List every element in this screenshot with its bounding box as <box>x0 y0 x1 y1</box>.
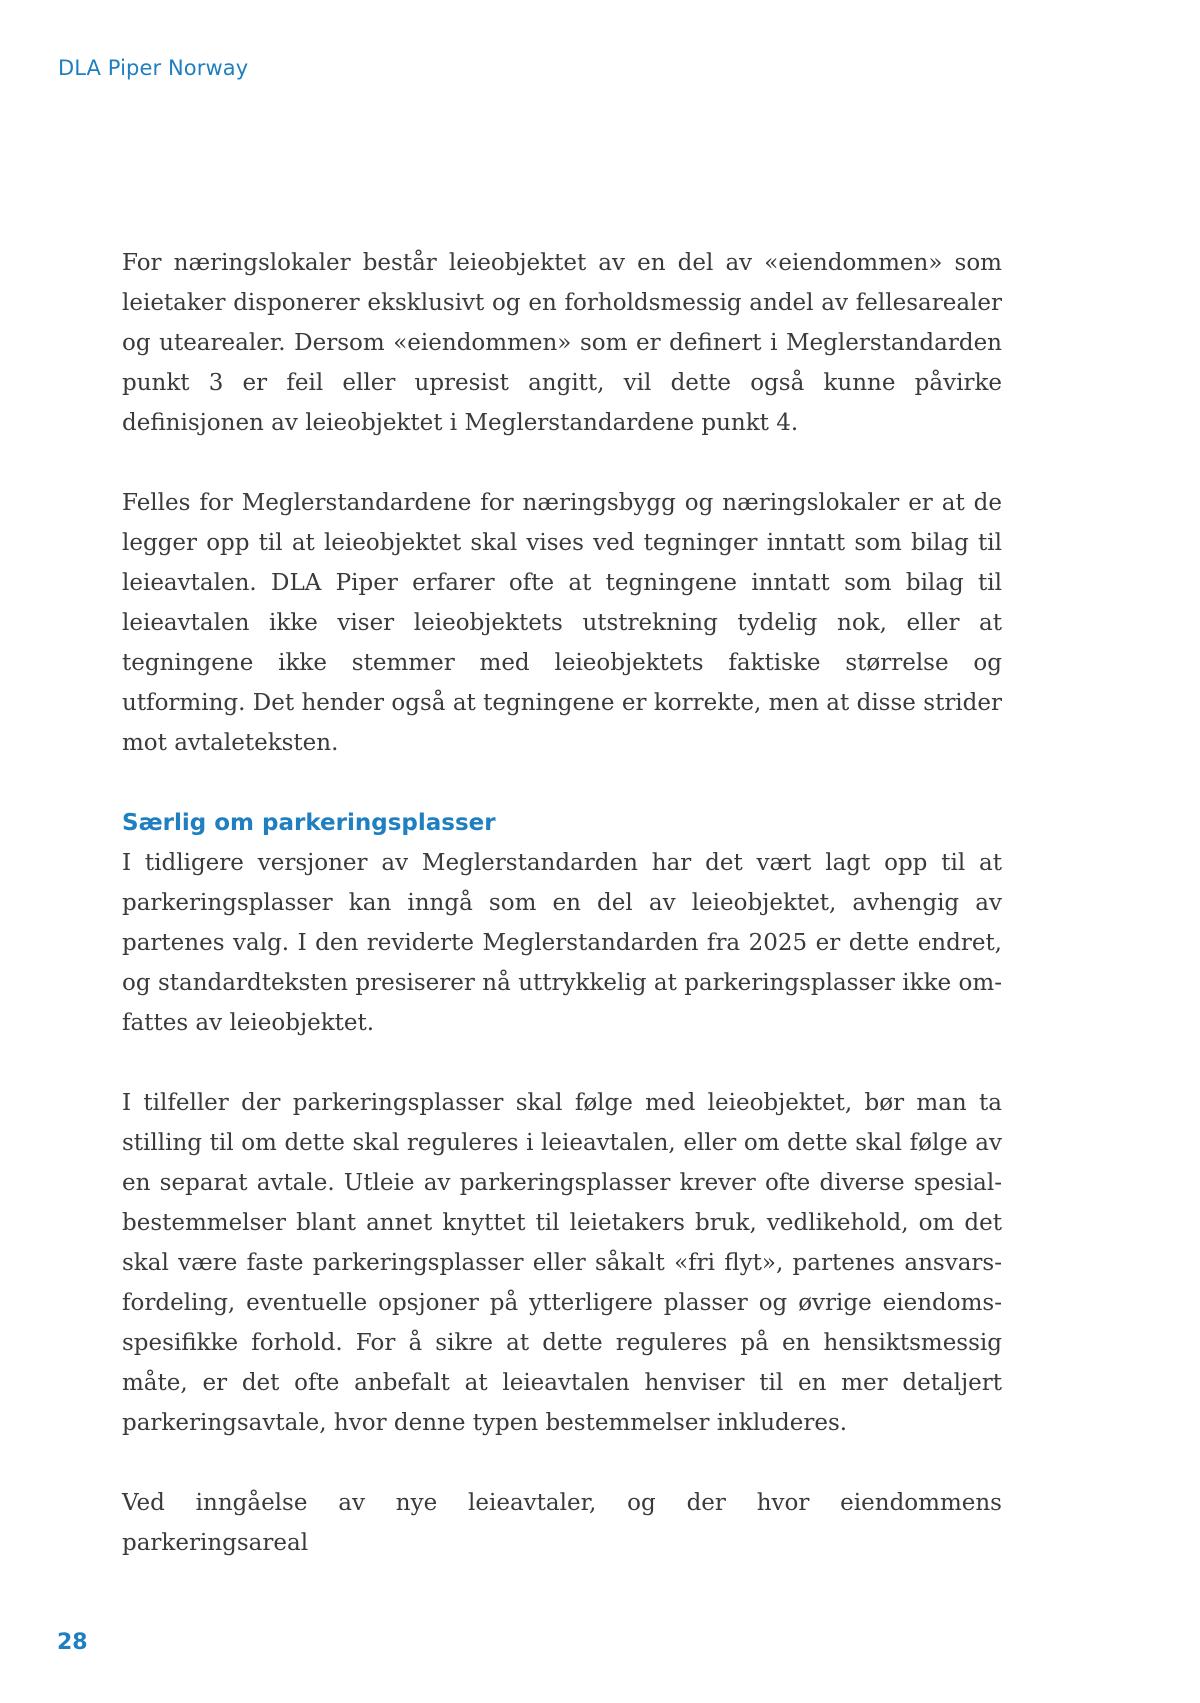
paragraph-nye-leieavtaler: Ved inngåelse av nye leieavtaler, og der hvor eiendommens parkeringsareal <box>122 1490 1002 1556</box>
paragraph-leieobjekt-naeringslokaler: For næringslokaler består leieobjektet av en del av «eiendommen» som leietaker disponerer eksklusivt og en forholdsmessig andel av fellesarealer og utearealer. Dersom «eiendommen» som er definert i Meglerstandarden punkt 3 er feil eller upresist angitt, vil dette også kunne påvirke definisjonen av leieobjektet i Meglerstandardene punkt 4. <box>122 250 1002 436</box>
paragraph-tidligere-versjoner: I tidligere versjoner av Meglerstandarden har det vært lagt opp til at parkeringsplasser kan inngå som en del av leieobjektet, avhengig av partenes valg. I den reviderte Meglerstandarden fra 2025 er dette endret, og standardteksten presiserer nå uttrykkelig at parkeringsplasser ikke omfattes av leieobjektet. <box>122 850 1002 1036</box>
running-header: DLA Piper Norway <box>58 56 249 80</box>
paragraph-tilfeller-parkering: I tilfeller der parkeringsplasser skal følge med leieobjektet, bør man ta stilling til om dette skal reguleres i leieavtalen, eller om dette skal følge av en separat avtale. Utleie av parkeringsplasser krever ofte diverse spesialbestemmelser blant annet knyttet til leietakers bruk, vedlikehold, om det skal være faste parkeringsplasser eller såkalt «fri flyt», partenes ansvarsfordeling, eventuelle opsjoner på ytterligere plasser og øvrige eiendomsspesifikke forhold. For å sikre at dette reguleres på en hensiktsmessig måte, er det ofte anbefalt at leieavtalen henviser til en mer detaljert parkeringsavtale, hvor denne typen bestemmelser inkluderes. <box>122 1090 1002 1436</box>
section-heading-parkeringsplasser: Særlig om parkeringsplasser <box>122 810 496 836</box>
body-text-column <box>122 243 1002 1603</box>
page-number: 28 <box>57 1630 88 1655</box>
paragraph-tegninger-bilag: Felles for Meglerstandardene for næringsbygg og næringslokaler er at de legger opp til at leieobjektet skal vises ved tegninger inntatt som bilag til leieavtalen. DLA Piper erfarer ofte at tegningene inntatt som bilag til leieavtalen ikke viser leieobjektets utstrekning tydelig nok, eller at tegningene ikke stemmer med leieobjektets faktiske størrelse og utforming. Det hender også at tegningene er korrekte, men at disse strider mot avtaleteksten. <box>122 490 1002 756</box>
